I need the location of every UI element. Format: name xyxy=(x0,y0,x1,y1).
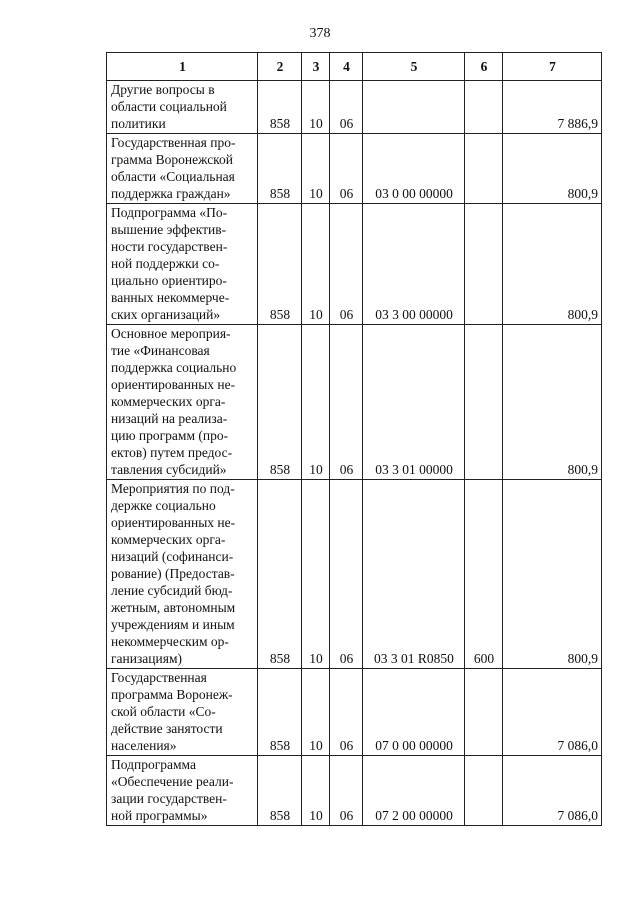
item-name-line: тие «Финансовая xyxy=(111,343,210,358)
department-code-cell: 858 xyxy=(258,480,302,669)
header-col-2: 2 xyxy=(258,53,302,81)
header-col-3: 3 xyxy=(302,53,330,81)
item-name-line: программа Воронеж- xyxy=(111,687,233,702)
table-row xyxy=(107,480,602,669)
target-article-cell: 03 3 01 00000 xyxy=(363,325,465,480)
page-number: 378 xyxy=(309,26,331,41)
subsection-code-cell: 06 xyxy=(330,134,363,204)
amount-cell: 7 086,0 xyxy=(503,756,602,826)
department-code-cell: 858 xyxy=(258,669,302,756)
item-name-line: ности государствен- xyxy=(111,239,228,254)
item-name-cell xyxy=(107,325,258,480)
expense-type-cell xyxy=(465,134,503,204)
item-name-line: учреждениям и иным xyxy=(111,617,235,632)
item-name-line: некоммерческим ор- xyxy=(111,634,229,649)
amount-cell: 7 086,0 xyxy=(503,669,602,756)
item-name-line: области социальной xyxy=(111,99,227,114)
section-code-cell: 10 xyxy=(302,756,330,826)
table-row xyxy=(107,204,602,325)
item-name-line: циально ориентиро- xyxy=(111,273,227,288)
header-row xyxy=(107,53,602,81)
department-code-cell: 858 xyxy=(258,756,302,826)
item-name-line: Государственная xyxy=(111,670,207,685)
item-name-line: ских организаций» xyxy=(111,307,221,322)
section-code-cell: 10 xyxy=(302,134,330,204)
item-name-cell xyxy=(107,204,258,325)
item-name-line: ганизациям) xyxy=(111,651,183,666)
item-name-line: ной поддержки со- xyxy=(111,256,220,271)
expense-type-cell xyxy=(465,204,503,325)
amount-cell: 800,9 xyxy=(503,204,602,325)
table-row xyxy=(107,756,602,826)
item-name-line: действие занятости xyxy=(111,721,223,736)
item-name-line: тавления субсидий» xyxy=(111,462,227,477)
item-name-line: коммерческих орга- xyxy=(111,394,226,409)
amount-cell: 800,9 xyxy=(503,134,602,204)
item-name-line: низаций (софинанси- xyxy=(111,549,234,564)
department-code-cell: 858 xyxy=(258,134,302,204)
target-article-cell: 07 0 00 00000 xyxy=(363,669,465,756)
item-name-cell xyxy=(107,480,258,669)
item-name-line: держке социально xyxy=(111,498,216,513)
target-article-cell: 03 3 01 R0850 xyxy=(363,480,465,669)
target-article-cell: 03 0 00 00000 xyxy=(363,134,465,204)
item-name-line: поддержка граждан» xyxy=(111,186,231,201)
table-row xyxy=(107,134,602,204)
item-name-line: грамма Воронежской xyxy=(111,152,234,167)
item-name-line: ориентированных не- xyxy=(111,515,236,530)
header-col-1: 1 xyxy=(107,53,258,81)
table-body xyxy=(107,81,602,826)
item-name-line: Подпрограмма xyxy=(111,757,196,772)
target-article-cell: 03 3 00 00000 xyxy=(363,204,465,325)
item-name-line: ской области «Со- xyxy=(111,704,216,719)
amount-cell: 800,9 xyxy=(503,325,602,480)
item-name-line: рование) (Предостав- xyxy=(111,566,235,581)
expense-type-cell xyxy=(465,81,503,134)
subsection-code-cell: 06 xyxy=(330,669,363,756)
target-article-cell: 07 2 00 00000 xyxy=(363,756,465,826)
item-name-line: Другие вопросы в xyxy=(111,82,215,97)
section-code-cell: 10 xyxy=(302,325,330,480)
item-name-line: политики xyxy=(111,116,166,131)
subsection-code-cell: 06 xyxy=(330,480,363,669)
table-row xyxy=(107,325,602,480)
item-name-cell xyxy=(107,669,258,756)
section-code-cell: 10 xyxy=(302,204,330,325)
item-name-line: ление субсидий бюд- xyxy=(111,583,233,598)
item-name-line: цию программ (про- xyxy=(111,428,229,443)
expense-type-cell xyxy=(465,756,503,826)
item-name-line: Подпрограмма «По- xyxy=(111,205,228,220)
amount-cell: 800,9 xyxy=(503,480,602,669)
item-name-line: зации государствен- xyxy=(111,791,227,806)
item-name-line: ной программы» xyxy=(111,808,208,823)
item-name-line: вышение эффектив- xyxy=(111,222,227,237)
expense-type-cell: 600 xyxy=(465,480,503,669)
department-code-cell: 858 xyxy=(258,204,302,325)
subsection-code-cell: 06 xyxy=(330,756,363,826)
subsection-code-cell: 06 xyxy=(330,81,363,134)
item-name-line: жетным, автономным xyxy=(111,600,236,615)
item-name-cell xyxy=(107,756,258,826)
department-code-cell: 858 xyxy=(258,81,302,134)
item-name-line: ориентированных не- xyxy=(111,377,236,392)
subsection-code-cell: 06 xyxy=(330,204,363,325)
section-code-cell: 10 xyxy=(302,669,330,756)
item-name-line: поддержка социально xyxy=(111,360,237,375)
section-code-cell: 10 xyxy=(302,480,330,669)
item-name-line: низаций на реализа- xyxy=(111,411,228,426)
item-name-line: Основное мероприя- xyxy=(111,326,231,341)
item-name-line: коммерческих орга- xyxy=(111,532,226,547)
header-col-4: 4 xyxy=(330,53,363,81)
item-name-line: населения» xyxy=(111,738,177,753)
subsection-code-cell: 06 xyxy=(330,325,363,480)
target-article-cell xyxy=(363,81,465,134)
header-col-6: 6 xyxy=(465,53,503,81)
item-name-line: области «Социальная xyxy=(111,169,235,184)
item-name-cell xyxy=(107,81,258,134)
table-row xyxy=(107,81,602,134)
table-row xyxy=(107,669,602,756)
amount-cell: 7 886,9 xyxy=(503,81,602,134)
item-name-cell xyxy=(107,134,258,204)
expense-type-cell xyxy=(465,325,503,480)
header-col-7: 7 xyxy=(503,53,602,81)
section-code-cell: 10 xyxy=(302,81,330,134)
item-name-line: ектов) путем предос- xyxy=(111,445,233,460)
item-name-line: «Обеспечение реали- xyxy=(111,774,234,789)
expense-type-cell xyxy=(465,669,503,756)
item-name-line: ванных некоммерче- xyxy=(111,290,230,305)
department-code-cell: 858 xyxy=(258,325,302,480)
header-col-5: 5 xyxy=(363,53,465,81)
budget-table xyxy=(106,52,602,826)
item-name-line: Мероприятия по под- xyxy=(111,481,235,496)
item-name-line: Государственная про- xyxy=(111,135,236,150)
